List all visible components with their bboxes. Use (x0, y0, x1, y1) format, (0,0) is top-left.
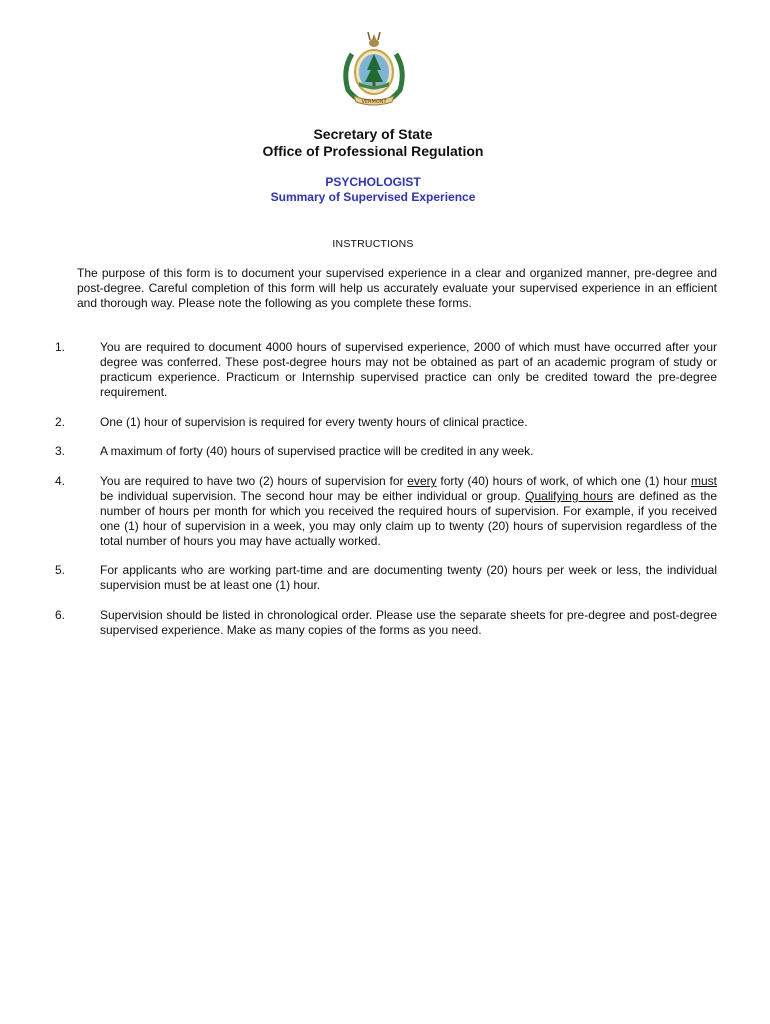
list-item-text: For applicants who are working part-time and are documenting twenty (20) hours per week or less, the individual supervision must be at least one (1) hour. (100, 563, 717, 592)
text-segment: are defined as the number of hours per month for which you received the required hours of supervision. For example, if you received one (1) hour of supervision in a week, you may only claim up to twenty (20) hours of supervision regardless of the total number of hours you may have actually worked. (100, 489, 718, 548)
list-item-number: 4. (55, 474, 66, 488)
header-line-2: Office of Professional Regulation (262, 143, 484, 159)
profession-title: PSYCHOLOGIST (325, 175, 421, 189)
list-item-1 (55, 340, 717, 400)
list-item-number: 1. (55, 340, 66, 354)
form-title: Summary of Supervised Experience (270, 190, 476, 204)
state-seal-icon (338, 30, 410, 110)
list-item-number: 5. (55, 563, 66, 577)
list-item-6 (55, 608, 717, 638)
underlined-every: every (407, 474, 437, 488)
text-segment: forty (40) hours of work, of which one (1) hour (436, 474, 691, 488)
page-header (0, 126, 746, 205)
text-segment: You are required to have two (2) hours of supervision for (100, 474, 408, 488)
list-item-5 (55, 563, 717, 593)
intro-paragraph: The purpose of this form is to document your supervised experience in a clear and organized manner, pre-degree and post-degree. Careful completion of this form will help us accurately evaluate your supervised experience in an efficient and thorough way. Please note the following as you complete these forms. (77, 266, 717, 310)
text-segment: be individual supervision. The second hour may be either individual or group. (100, 489, 526, 503)
underlined-must: must (690, 474, 717, 488)
list-item-text: One (1) hour of supervision is required for every twenty hours of clinical practice. (100, 415, 528, 429)
underlined-qualifying-hours: Qualifying hours (525, 489, 614, 503)
list-item-number: 3. (55, 444, 66, 458)
instructions-heading: INSTRUCTIONS (332, 238, 414, 250)
list-item-text: A maximum of forty (40) hours of supervised practice will be credited in any week. (100, 444, 534, 458)
list-item-4 (55, 474, 717, 549)
header-line-1: Secretary of State (313, 126, 433, 142)
list-item-text (100, 474, 717, 549)
list-item-text: Supervision should be listed in chronological order. Please use the separate sheets for pre-degree and post-degree supervised experience. Make as many copies of the forms as you need. (100, 608, 717, 637)
list-item-number: 6. (55, 608, 66, 622)
list-item-text: You are required to document 4000 hours of supervised experience, 2000 of which must have occurred after your degree was conferred. These post-degree hours may not be obtained as part of an academic program of study or practicum experience. Practicum or Internship supervised practice can only be credited toward the pre-degree requirement. (100, 340, 717, 399)
svg-text:VERMONT: VERMONT (361, 99, 387, 105)
list-item-3 (55, 444, 717, 459)
list-item-number: 2. (55, 415, 66, 429)
list-item-2 (55, 415, 717, 430)
